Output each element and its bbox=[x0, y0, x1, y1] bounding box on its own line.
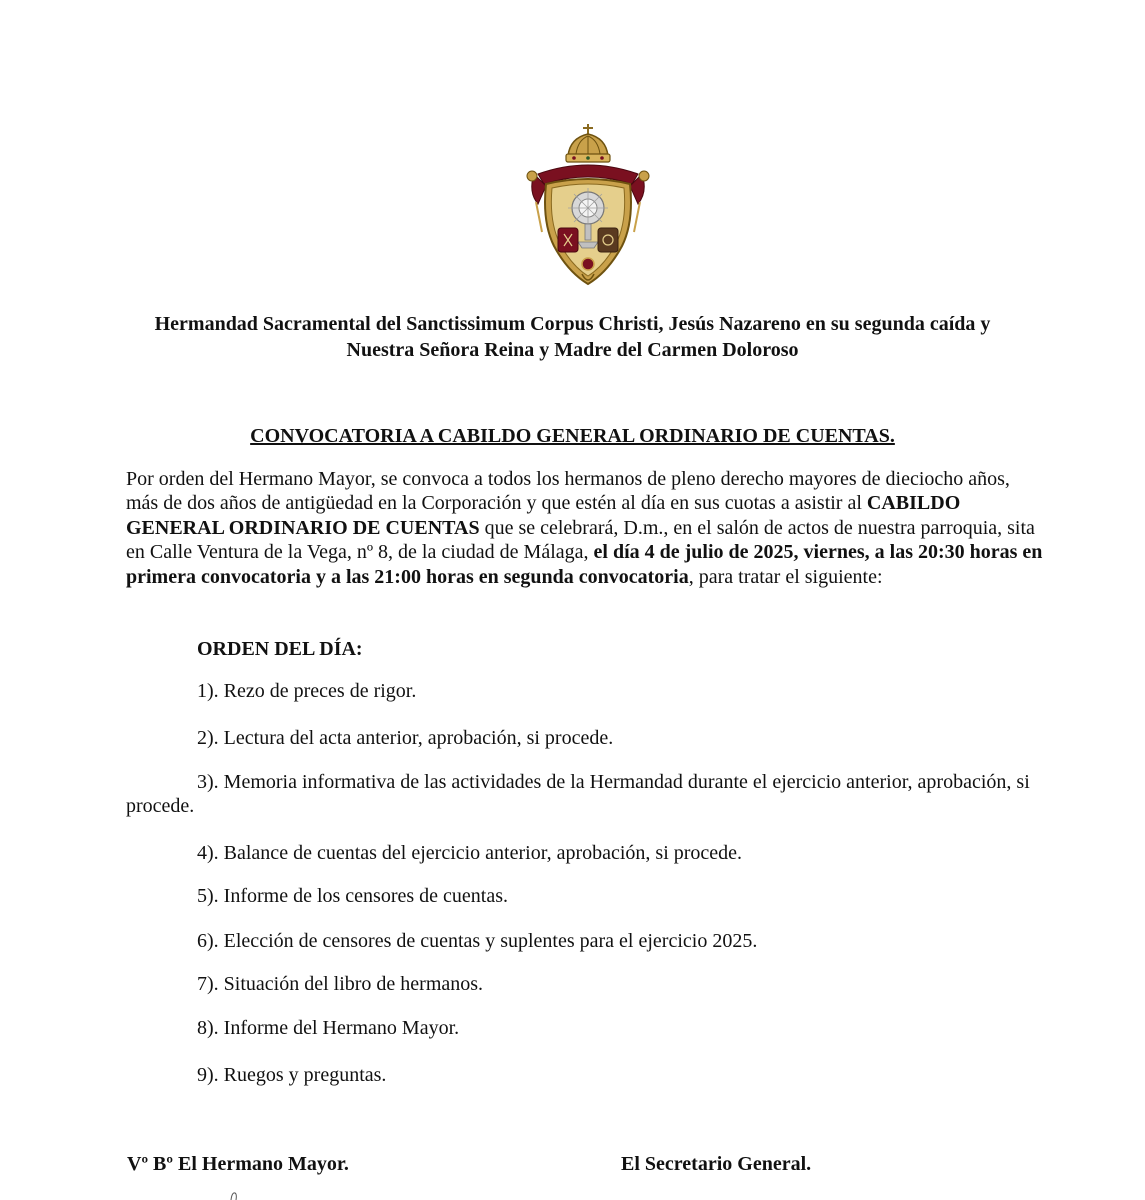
agenda-item-6: 6). Elección de censores de cuentas y suplentes para el ejercicio 2025. bbox=[197, 930, 758, 952]
agenda-item-7: 7). Situación del libro de hermanos. bbox=[197, 973, 484, 995]
document-title: CONVOCATORIA A CABILDO GENERAL ORDINARIO DE CUENTAS. bbox=[250, 425, 895, 447]
intro-text-3: , para tratar el siguiente: bbox=[688, 565, 883, 588]
signature-secretario-general: El Secretario General. bbox=[621, 1153, 812, 1175]
agenda-item-8: 8). Informe del Hermano Mayor. bbox=[197, 1017, 460, 1039]
agenda-item-5: 5). Informe de los censores de cuentas. bbox=[197, 885, 508, 907]
crown-icon bbox=[566, 124, 610, 162]
coat-of-arms-icon bbox=[524, 122, 652, 288]
brotherhood-name-line-2: Nuestra Señora Reina y Madre del Carmen Doloroso bbox=[346, 339, 799, 361]
intro-bold-date: el día 4 de julio de 2025, viernes, a las 20:30 horas en primera convocatoria y a las 21:00 horas en segunda convocatoria bbox=[126, 541, 1043, 588]
signature-hermano-mayor: Vº Bº El Hermano Mayor. bbox=[127, 1153, 349, 1175]
intro-text-1: Por orden del Hermano Mayor, se convoca a todos los hermanos de pleno derecho mayores de dieciocho años, más de dos años de antigüedad en la Corporación y que estén al día en sus cuotas a asistir al bbox=[126, 468, 1010, 515]
brotherhood-name-line-1: Hermandad Sacramental del Sanctissimum Corpus Christi, Jesús Nazareno en su segunda caída y bbox=[154, 313, 991, 335]
signature-stroke-icon bbox=[228, 1190, 242, 1200]
agenda-item-2: 2). Lectura del acta anterior, aprobación, si procede. bbox=[197, 727, 614, 749]
brotherhood-name bbox=[60, 311, 1085, 363]
agenda-item-9: 9). Ruegos y preguntas. bbox=[197, 1064, 387, 1086]
intro-bold-cabildo: CABILDO GENERAL ORDINARIO DE CUENTAS bbox=[126, 492, 961, 539]
agenda-item-3: 3). Memoria informativa de las actividades de la Hermandad durante el ejercicio anterior, aprobación, si procede. bbox=[126, 771, 1030, 817]
intro-paragraph bbox=[126, 467, 1046, 589]
intro-text-2: que se celebrará, D.m., en el salón de actos de nuestra parroquia, sita en Calle Ventura de la Vega, nº 8, de la ciudad de Málaga, bbox=[126, 516, 1035, 564]
agenda-item-4: 4). Balance de cuentas del ejercicio anterior, aprobación, si procede. bbox=[197, 842, 743, 864]
agenda-item-1: 1). Rezo de preces de rigor. bbox=[197, 680, 417, 702]
agenda-heading: ORDEN DEL DÍA: bbox=[197, 638, 363, 660]
